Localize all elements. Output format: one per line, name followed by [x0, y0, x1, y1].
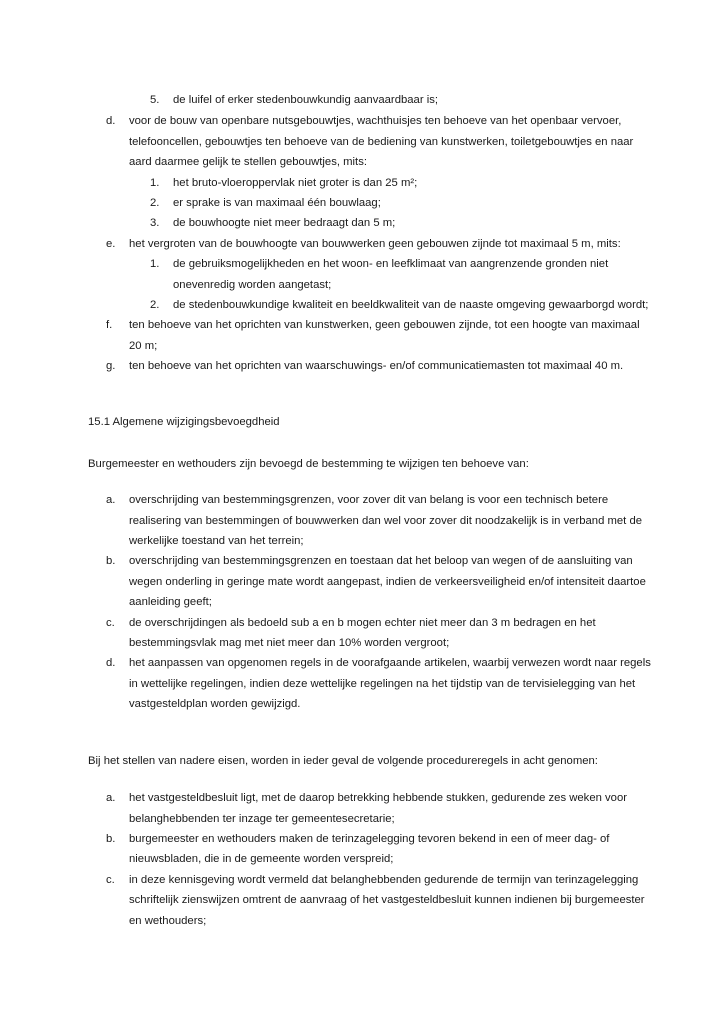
item-label: a.: [106, 494, 116, 506]
item-text: belanghebbenden ter inzage ter gemeentesecretarie;: [129, 813, 395, 825]
item-text: voor de bouw van openbare nutsgebouwtjes, wachthuisjes ten behoeve van het openbaar vervoer,: [129, 115, 622, 127]
sub-item-text: het bruto-vloeroppervlak niet groter is dan 25 m²;: [173, 177, 418, 189]
section-intro: Burgemeester en wethouders zijn bevoegd de bestemming te wijzigen ten behoeve van:: [88, 458, 529, 470]
item-label: b.: [106, 555, 116, 567]
sub-item-text: onevenredig worden aangetast;: [173, 279, 332, 291]
item-label: d.: [106, 115, 116, 127]
item-text: aard daarmee gelijk te stellen gebouwtjes, mits:: [129, 156, 367, 168]
item-text: en wethouders;: [129, 915, 207, 927]
procedure-intro: Bij het stellen van nadere eisen, worden in ieder geval de volgende procedureregels in acht genomen:: [88, 755, 598, 767]
item-text: 20 m;: [129, 340, 158, 352]
item-text: in deze kennisgeving wordt vermeld dat belanghebbenden gedurende de termijn van terinzagelegging: [129, 874, 639, 886]
item-label: g.: [106, 360, 116, 372]
item-label: b.: [106, 833, 116, 845]
sub-item-text: de luifel of erker stedenbouwkundig aanvaardbaar is;: [173, 94, 439, 106]
item-text: overschrijding van bestemmingsgrenzen, voor zover dit van belang is voor een technisch betere: [129, 494, 609, 506]
sub-item-number: 2.: [150, 299, 160, 311]
item-text: aanleiding geeft;: [129, 596, 212, 608]
item-label: d.: [106, 657, 116, 669]
sub-item-number: 3.: [150, 217, 160, 229]
item-text: burgemeester en wethouders maken de terinzagelegging tevoren bekend in een of meer dag- of: [129, 833, 610, 845]
item-text: bestemmingsvlak mag met niet meer dan 10% worden vergroot;: [129, 637, 450, 649]
item-text: telefooncellen, gebouwtjes ten behoeve van de bediening van kunstwerken, toiletgebouwtjes en naar: [129, 136, 634, 148]
item-text: schriftelijk zienswijzen omtrent de aanvraag of het vastgesteldbesluit kunnen indienen bij burgemeester: [129, 894, 645, 906]
item-label: c.: [106, 874, 115, 886]
item-text: de overschrijdingen als bedoeld sub a en b mogen echter niet meer dan 3 m bedragen en het: [129, 617, 596, 629]
sub-item-text: de gebruiksmogelijkheden en het woon- en leefklimaat van aangrenzende gronden niet: [173, 258, 609, 270]
sub-item-text: de bouwhoogte niet meer bedraagt dan 5 m;: [173, 217, 396, 229]
item-text: het aanpassen van opgenomen regels in de voorafgaande artikelen, waarbij verwezen wordt naar regels: [129, 657, 651, 669]
item-label: c.: [106, 617, 115, 629]
item-text: ten behoeve van het oprichten van waarschuwings- en/of communicatiemasten tot maximaal 40 m.: [129, 360, 624, 372]
item-label: e.: [106, 238, 116, 250]
item-text: wegen onderling in geringe mate wordt aangepast, indien de verkeersveiligheid en/of intensiteit daartoe: [129, 576, 646, 588]
item-text: ten behoeve van het oprichten van kunstwerken, geen gebouwen zijnde, tot een hoogte van maximaal: [129, 319, 640, 331]
item-text: realisering van bestemmingen of bouwwerken dan wel voor zover dit noodzakelijk is in verband met de: [129, 515, 643, 527]
item-label: f.: [106, 319, 113, 331]
sub-item-number: 1.: [150, 177, 160, 189]
item-text: in wettelijke regelingen, indien deze wettelijke regelingen na het tijdstip van de tervisielegging van het: [129, 678, 636, 690]
sub-item-number: 2.: [150, 197, 160, 209]
item-text: het vergroten van de bouwhoogte van bouwwerken geen gebouwen zijnde tot maximaal 5 m, mits:: [129, 238, 621, 250]
section-heading: 15.1 Algemene wijzigingsbevoegdheid: [88, 416, 280, 428]
item-text: werkelijke toestand van het terrein;: [129, 535, 304, 547]
sub-item-text: er sprake is van maximaal één bouwlaag;: [173, 197, 381, 209]
item-text: het vastgesteldbesluit ligt, met de daarop betrekking hebbende stukken, gedurende zes weken voor: [129, 792, 628, 804]
sub-item-text: de stedenbouwkundige kwaliteit en beeldkwaliteit van de naaste omgeving gewaarborgd wordt;: [173, 299, 649, 311]
item-text: vastgesteldplan worden gewijzigd.: [129, 698, 301, 710]
item-text: nieuwsbladen, die in de gemeente worden verspreid;: [129, 853, 394, 865]
sub-item-number: 1.: [150, 258, 160, 270]
sub-item-number: 5.: [150, 94, 160, 106]
item-text: overschrijding van bestemmingsgrenzen en toestaan dat het beloop van wegen of de aansluiting van: [129, 555, 633, 567]
item-label: a.: [106, 792, 116, 804]
